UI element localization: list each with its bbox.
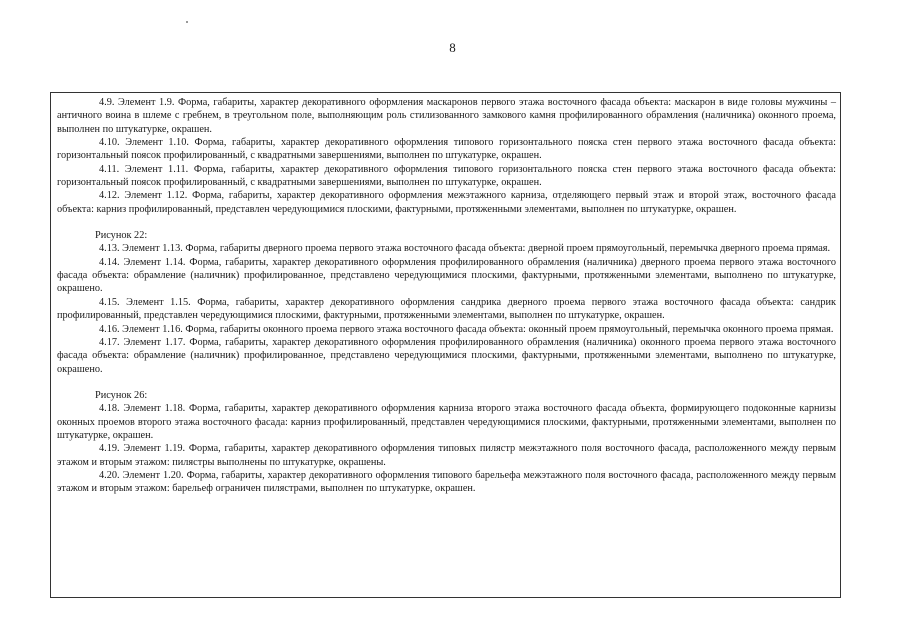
text-frame	[50, 92, 841, 598]
paragraph-4-19: 4.19. Элемент 1.19. Форма, габариты, характер декоративного оформления типовых пилястр межэтажного поля восточного фасада, расположенного между первым этажом и вторым этажом: пилястры выполнены по штукатурке, окрашены.	[57, 443, 836, 468]
paragraph-4-16: 4.16. Элемент 1.16. Форма, габариты оконного проема первого этажа восточного фасада объекта: оконный проем прямоугольный, перемычка оконного проема прямая.	[99, 323, 834, 335]
page-number: 8	[449, 40, 456, 55]
paragraph-4-13: 4.13. Элемент 1.13. Форма, габариты дверного проема первого этажа восточного фасада объекта: дверной проем прямоугольный, перемычка дверного проема прямая.	[99, 243, 831, 255]
figure-caption-22: Рисунок 22:	[95, 230, 148, 242]
paragraph-4-9: 4.9. Элемент 1.9. Форма, габариты, характер декоративного оформления маскаронов первого этажа восточного фасада объекта: маскарон в виде головы мужчины – античного воина в шлеме с гребнем, в треугольном поле, выполняющим роль стилизованного замкового камня профилированного обрамления (наличника) оконного проема, выполнен по штукатурке, окрашен.	[57, 97, 836, 135]
paragraph-4-10: 4.10. Элемент 1.10. Форма, габариты, характер декоративного оформления типового горизонтального пояска стен первого этажа восточного фасада объекта: горизонтальный поясок профилированный, с квадратными завершениями, выполнен по штукатурке, окрашен.	[57, 137, 836, 162]
scan-speck	[186, 21, 188, 23]
paragraph-4-20: 4.20. Элемент 1.20. Форма, габариты, характер декоративного оформления типового барельефа межэтажного поля восточного фасада, расположенного между первым этажом и вторым этажом: барельеф ограничен пилястрами, выполнен по штукатурке, окрашен.	[57, 469, 836, 495]
figure-caption-26: Рисунок 26:	[95, 389, 148, 401]
paragraph-4-14: 4.14. Элемент 1.14. Форма, габариты, характер декоративного оформления профилированного обрамления (наличника) дверного проема первого этажа восточного фасада объекта: обрамление (наличник) профилированное, представлено чередующимися плоскими, фактурными, протяженными элементами, выполнено по штукатурке, окрашено.	[57, 256, 836, 295]
paragraph-4-15: 4.15. Элемент 1.15. Форма, габариты, характер декоративного оформления сандрика дверного проема первого этажа восточного фасада объекта: сандрик профилированный, представлен чередующимися плоскими, фактурными, протяженными элементами, выполнен по штукатурке, окрашен.	[57, 296, 836, 322]
paragraph-4-18: 4.18. Элемент 1.18. Форма, габариты, характер декоративного оформления карниза второго этажа восточного фасада объекта, формирующего подоконные карнизы оконных проемов второго этажа восточного фасада: карниз профилированный, представлен чередующимися плоскими, фактурными, протяженными элементами, выполнен по штукатурке, окрашен.	[57, 403, 836, 441]
paragraph-4-17: 4.17. Элемент 1.17. Форма, габариты, характер декоративного оформления профилированного обрамления (наличника) оконного проема первого этажа восточного фасада объекта: обрамление (наличник) профилированное, представлено чередующимися плоскими, фактурными, протяженными элементами, выполнено по штукатурке, окрашено.	[57, 336, 836, 375]
paragraph-4-12: 4.12. Элемент 1.12. Форма, габариты, характер декоративного оформления межэтажного карниза, отделяющего первый этаж и второй этаж, восточного фасада объекта: карниз профилированный, представлен чередующимися плоскими, фактурными, протяженными элементами, выполнен по штукатурке, окрашен.	[57, 190, 836, 215]
paragraph-4-11: 4.11. Элемент 1.11. Форма, габариты, характер декоративного оформления типового горизонтального пояска стен первого этажа восточного фасада объекта: горизонтальный поясок профилированный, с квадратными завершениями, выполнен по штукатурке, окрашен.	[57, 163, 836, 189]
